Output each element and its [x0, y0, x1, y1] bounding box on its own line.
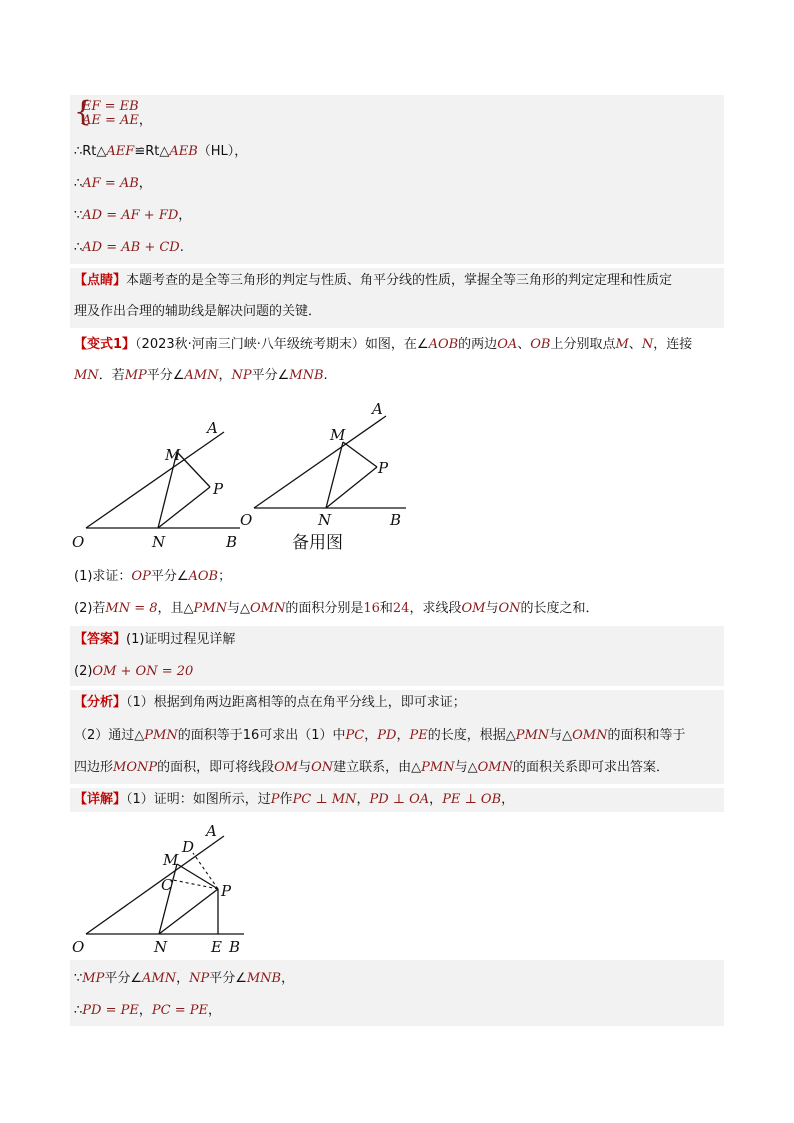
text: ≌Rt△ [134, 144, 170, 159]
math: PE [409, 728, 428, 743]
text: ， [364, 728, 378, 743]
math: OM [461, 601, 486, 616]
dianjing-text: 本题考查的是全等三角形的判定与性质、角平分线的性质，掌握全等三角形的判定定理和性质定 [126, 273, 673, 288]
solution-line-1 [70, 791, 514, 809]
text: （1）证明：如图所示，过 [126, 792, 271, 807]
label-m: M [163, 851, 179, 869]
label-p: P [378, 459, 389, 477]
math: OB [530, 337, 551, 352]
text: ， [396, 728, 410, 743]
dianjing-block [70, 268, 724, 328]
dianjing-line-2 [70, 303, 321, 321]
solution-line-equal [70, 1002, 221, 1020]
text: 的面积等于16可求出（1）中 [177, 728, 346, 743]
math: 24 [392, 601, 410, 616]
math: ON [311, 760, 334, 775]
text: ∵ [74, 208, 83, 223]
text: 的长度之和． [520, 601, 599, 616]
text: 和 [379, 601, 393, 616]
math: MONP [113, 760, 158, 775]
text: ， [207, 1003, 221, 1018]
math: PC = PE [151, 1003, 208, 1018]
text: ∴Rt△ [74, 144, 107, 159]
ray-oa [86, 836, 224, 934]
analysis-line-2 [70, 727, 686, 745]
math: P [270, 792, 280, 807]
label-b: B [226, 533, 238, 551]
label-m: M [165, 446, 181, 464]
math: OMN [477, 760, 513, 775]
text: ， [178, 208, 192, 223]
text: (1)证明过程见详解 [126, 632, 236, 647]
math: PD = PE [82, 1003, 139, 1018]
text: （1）根据到角两边距离相等的点在角平分线上，即可求证； [126, 695, 466, 710]
text: 与 [485, 601, 499, 616]
math: PC [345, 728, 365, 743]
answer-line-2 [70, 663, 193, 681]
label-p: P [213, 480, 224, 498]
text: ∴ [74, 1003, 83, 1018]
solution-line-bisect [70, 970, 294, 988]
dianjing-label: 【点睛】 [74, 273, 127, 288]
text: ∴ [74, 176, 83, 191]
figure-main [66, 408, 256, 558]
text: (1)求证： [74, 569, 132, 584]
text: 的面积和等于 [607, 728, 686, 743]
text: 四边形 [74, 760, 114, 775]
math: AMN [184, 368, 219, 383]
math: MNB [289, 368, 324, 383]
label-c: C [161, 876, 173, 894]
text: 建立联系，由△ [333, 760, 422, 775]
math: MN = 8 [105, 601, 158, 616]
math: PMN [144, 728, 178, 743]
solution-lines [70, 966, 724, 1024]
text: ．若 [98, 368, 125, 383]
text: （2023秋·河南三门峡·八年级统考期末）如图，在∠ [135, 337, 429, 352]
text: (2) [74, 664, 93, 679]
equation-system: { EF = EB AE = AE， [74, 95, 152, 128]
math: AOB [188, 569, 219, 584]
question-2 [70, 598, 724, 620]
system-line-2: AE = AE [82, 113, 139, 128]
math: MNB [246, 971, 282, 986]
text: ， [176, 971, 190, 986]
text: ， [429, 792, 443, 807]
math: PC ⊥ MN [292, 792, 357, 807]
spare-figure-caption: 备用图 [292, 533, 343, 553]
text: ∴ [74, 240, 83, 255]
text: 作 [279, 792, 293, 807]
label-o: O [72, 533, 85, 551]
solution-label: 【详解】 [74, 792, 127, 807]
math: AMN [142, 971, 177, 986]
text: ，且△ [157, 601, 194, 616]
math: AD = AB + CD [82, 240, 180, 255]
text: ，求线段 [409, 601, 462, 616]
ray-oa [254, 416, 386, 508]
text: ， [218, 368, 232, 383]
label-b: B [390, 511, 402, 529]
label-n: N [152, 533, 166, 551]
math: PD [377, 728, 397, 743]
text: 与△ [226, 601, 250, 616]
math: NP [231, 368, 252, 383]
math: MN [74, 368, 99, 383]
label-a: A [207, 419, 218, 437]
text: 平分∠ [146, 368, 185, 383]
text: . [179, 240, 184, 255]
punct: ， [138, 113, 152, 128]
math: AF = AB [82, 176, 139, 191]
text: ； [218, 569, 232, 584]
text: 平分∠ [251, 368, 290, 383]
segment-np [159, 889, 218, 934]
variant-statement [70, 334, 724, 388]
question-2-line [70, 600, 599, 618]
analysis-label: 【分析】 [74, 695, 127, 710]
text: 上分别取点 [550, 337, 616, 352]
math: NP [189, 971, 210, 986]
label-a: A [206, 822, 217, 840]
math: OP [131, 569, 151, 584]
label-b: B [229, 938, 241, 956]
dashed-pd [193, 853, 218, 889]
math: PMN [193, 601, 227, 616]
math: ON [498, 601, 521, 616]
text: 与△ [454, 760, 478, 775]
analysis-block [70, 690, 724, 784]
text: 的两边 [458, 337, 498, 352]
segment-mn [159, 864, 177, 934]
label-o: O [240, 511, 253, 529]
text: . [323, 368, 328, 383]
math: PD ⊥ OA [369, 792, 430, 807]
text: 与 [298, 760, 312, 775]
label-e: E [211, 938, 222, 956]
text: （2）通过△ [74, 728, 145, 743]
math: OM [274, 760, 299, 775]
label-d: D [182, 838, 195, 856]
math: PMN [515, 728, 550, 743]
text: ， [138, 1003, 152, 1018]
text: （HL）， [197, 144, 248, 159]
variant-line-1 [70, 336, 692, 354]
segment-np [326, 467, 377, 508]
math: 16 [363, 601, 380, 616]
question-1 [70, 566, 724, 588]
math: OA [497, 337, 518, 352]
segment-mp [343, 442, 377, 467]
math: OM + ON = 20 [92, 664, 194, 679]
math: MP [124, 368, 147, 383]
proof-line-ad-ab-cd [70, 239, 184, 257]
analysis-line-3 [70, 759, 669, 777]
figure-solution [66, 812, 266, 962]
variant-label: 【变式1】 [74, 337, 136, 352]
text: 的面积分别是 [285, 601, 364, 616]
answer-block [70, 626, 724, 686]
label-p: P [221, 882, 232, 900]
segment-np [158, 487, 210, 528]
math: AD = AF + FD [82, 208, 179, 223]
label-n: N [318, 511, 332, 529]
text: ，连接 [653, 337, 693, 352]
text: 、 [628, 337, 642, 352]
dianjing-text: 理及作出合理的辅助线是解决问题的关键． [74, 304, 322, 319]
math: AEB [169, 144, 198, 159]
text: 平分∠ [104, 971, 142, 986]
text: ∵ [74, 971, 83, 986]
math: PE ⊥ OB [442, 792, 502, 807]
math: PMN [421, 760, 455, 775]
label-a: A [372, 400, 383, 418]
dianjing-line-1 [70, 272, 672, 290]
math: AOB [428, 337, 459, 352]
question-1-line [70, 568, 231, 586]
label-n: N [154, 938, 168, 956]
proof-line-af-ab [70, 175, 152, 193]
segment-mp [177, 452, 210, 487]
math: N [641, 337, 654, 352]
text: 平分∠ [150, 569, 189, 584]
math: AEF [106, 144, 135, 159]
proof-line-congruent [70, 143, 247, 161]
label-o: O [72, 938, 85, 956]
math: OMN [572, 728, 608, 743]
text: 的面积关系即可求出答案． [512, 760, 669, 775]
text: (2)若 [74, 601, 106, 616]
proof-line-ad-af-fd [70, 207, 191, 225]
text: 的面积，即可将线段 [157, 760, 275, 775]
text: 的长度，根据△ [427, 728, 516, 743]
text: ， [138, 176, 152, 191]
text: 平分∠ [209, 971, 247, 986]
analysis-line-1 [70, 694, 466, 712]
figure-spare [236, 398, 416, 553]
variant-line-2 [70, 367, 328, 385]
text: ， [501, 792, 515, 807]
text: ， [281, 971, 295, 986]
proof-continuation-block [70, 95, 724, 264]
answer-line-1 [70, 631, 235, 649]
label-m: M [330, 426, 346, 444]
answer-label: 【答案】 [74, 632, 127, 647]
math: MP [82, 971, 105, 986]
system-line-1: EF = EB [82, 99, 139, 114]
math: OMN [249, 601, 286, 616]
text: ， [356, 792, 370, 807]
text: 、 [517, 337, 531, 352]
text: 与△ [549, 728, 573, 743]
math: M [615, 337, 629, 352]
